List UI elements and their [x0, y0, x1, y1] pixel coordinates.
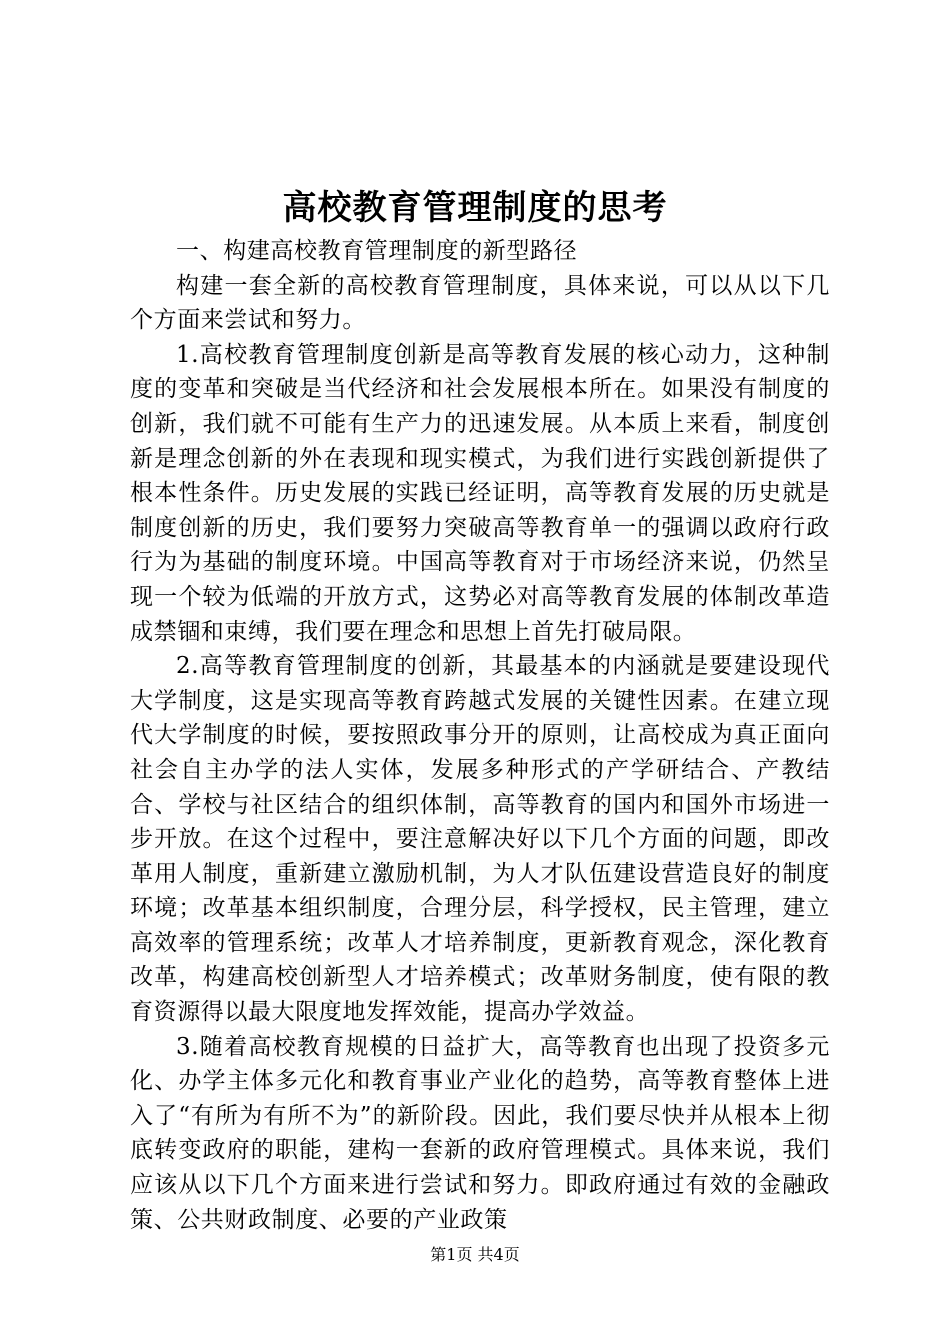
page-number-footer: 第1页 共4页 [430, 1245, 520, 1264]
document-title: 高校教育管理制度的思考 [282, 188, 668, 228]
paragraph-point-3: 3.随着高校教育规模的日益扩大，高等教育也出现了投资多元化、办学主体多元化和教育事业产业化的趋势，高等教育整体上进入了“有所为有所不为”的新阶段。因此，我们要尽快并从根本上彻底转变政府的职能，建构一套新的政府管理模式。具体来说，我们应该从以下几个方面来进行尝试和努力。即政府通过有效的金融政策、公共财政制度、必要的产业政策 [130, 1033, 830, 1233]
paragraph-point-1: 1.高校教育管理制度创新是高等教育发展的核心动力，这种制度的变革和突破是当代经济和社会发展根本所在。如果没有制度的创新，我们就不可能有生产力的迅速发展。从本质上来看，制度创新是理念创新的外在表现和现实模式，为我们进行实践创新提供了根本性条件。历史发展的实践已经证明，高等教育发展的历史就是制度创新的历史，我们要努力突破高等教育单一的强调以政府行政行为为基础的制度环境。中国高等教育对于市场经济来说，仍然呈现一个较为低端的开放方式，这势必对高等教育发展的体制改革造成禁锢和束缚，我们要在理念和思想上首先打破局限。 [130, 341, 830, 645]
paragraph-intro: 构建一套全新的高校教育管理制度，具体来说，可以从以下几个方面来尝试和努力。 [130, 272, 830, 334]
document-body [130, 234, 830, 1237]
section-heading: 一、构建高校教育管理制度的新型路径 [176, 238, 578, 264]
paragraph-point-2: 2.高等教育管理制度的创新，其最基本的内涵就是要建设现代大学制度，这是实现高等教育跨越式发展的关键性因素。在建立现代大学制度的时候，要按照政事分开的原则，让高校成为真正面向社会自主办学的法人实体，发展多种形式的产学研结合、产教结合、学校与社区结合的组织体制，高等教育的国内和国外市场进一步开放。在这个过程中，要注意解决好以下几个方面的问题，即改革用人制度，重新建立激励机制，为人才队伍建设营造良好的制度环境；改革基本组织制度，合理分层，科学授权，民主管理，建立高效率的管理系统；改革人才培养制度，更新教育观念，深化教育改革，构建高校创新型人才培养模式；改革财务制度，使有限的教育资源得以最大限度地发挥效能，提高办学效益。 [130, 653, 830, 1026]
